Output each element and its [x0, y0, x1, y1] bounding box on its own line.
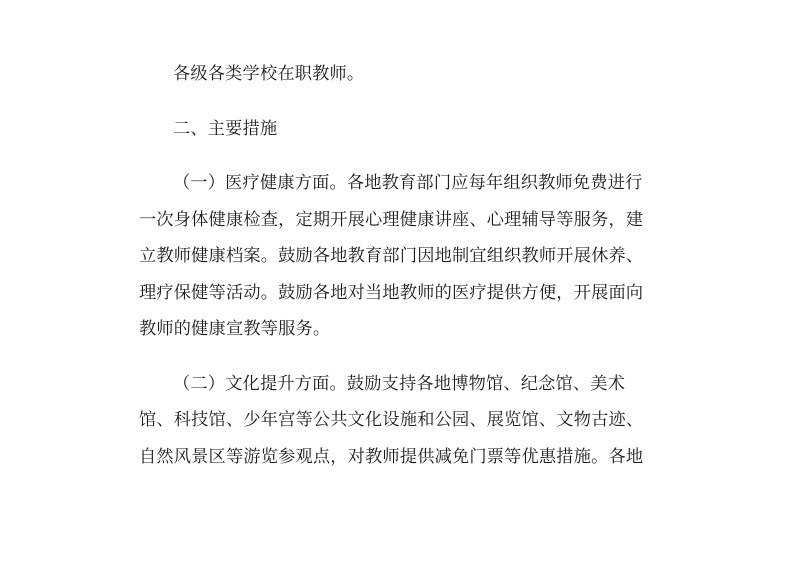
text-line: 自然风景区等游览参观点，对教师提供减免门票等优惠措施。各地	[139, 446, 644, 467]
paragraph-medical-health	[139, 165, 659, 348]
text-line: （二）文化提升方面。鼓励支持各地博物馆、纪念馆、美术	[173, 373, 626, 394]
paragraph-target-audience	[139, 56, 659, 93]
text-line: 馆、科技馆、少年宫等公共文化设施和公园、展览馆、文物古迹、	[139, 410, 644, 430]
text-line: 一次身体健康检查，定期开展心理健康讲座、心理辅导等服务，建	[139, 209, 644, 230]
text-line: 教师的健康宣教等服务。	[139, 319, 331, 339]
paragraph-culture-enhancement	[139, 366, 659, 476]
heading-text: 二、主要措施	[173, 118, 278, 139]
text-line: 立教师健康档案。鼓励各地教育部门因地制宜组织教师开展休养、	[139, 246, 644, 266]
section-heading-main-measures	[139, 111, 659, 148]
text-line: （一）医疗健康方面。各地教育部门应每年组织教师免费进行	[173, 173, 643, 193]
text-line: 理疗保健等活动。鼓励各地对当地教师的医疗提供方便，开展面向	[139, 282, 644, 303]
text-line: 各级各类学校在职教师。	[173, 64, 365, 84]
document-page	[139, 56, 659, 475]
